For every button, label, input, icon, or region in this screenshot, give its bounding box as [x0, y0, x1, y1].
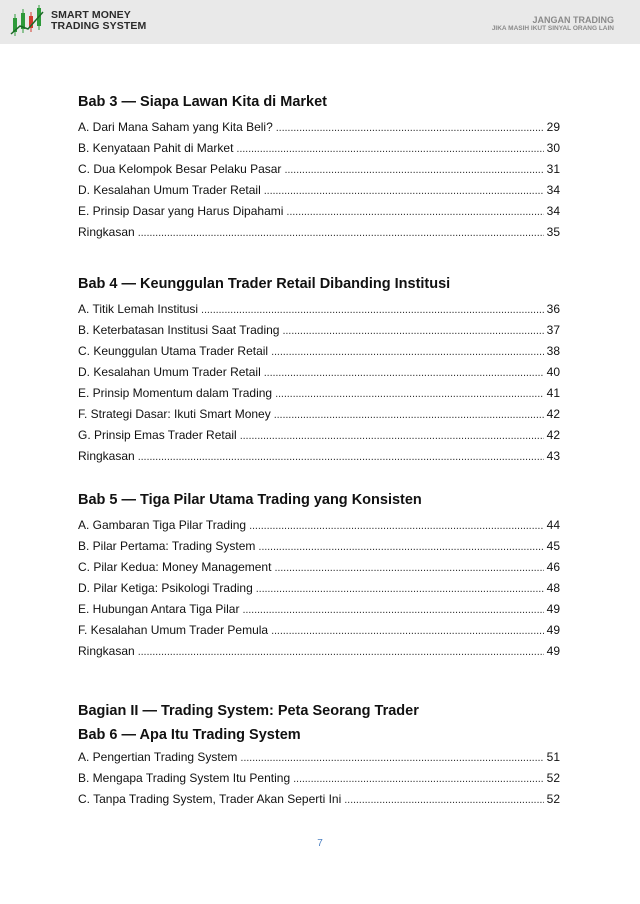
header-tagline	[492, 15, 614, 33]
toc-entry	[78, 620, 560, 641]
tagline-line-1: JANGAN TRADING	[532, 15, 614, 25]
toc-entry-label: C. Dua Kelompok Besar Pelaku Pasar	[78, 162, 282, 176]
toc-entry-page: 37	[546, 323, 560, 337]
toc-entry	[78, 180, 560, 201]
chapter-entries	[78, 747, 560, 810]
chapter-title: Bab 5 — Tiga Pilar Utama Trading yang Konsisten	[78, 492, 422, 508]
toc-entry-page: 35	[546, 225, 560, 239]
toc-entry	[78, 117, 560, 138]
candlestick-logo-icon	[8, 4, 48, 40]
dot-leader	[293, 769, 544, 790]
toc-entry-label: Ringkasan	[78, 644, 135, 658]
dot-leader	[264, 363, 544, 384]
page-header	[0, 0, 640, 44]
dot-leader	[274, 558, 543, 579]
dot-leader	[201, 300, 544, 321]
toc-entry	[78, 446, 560, 467]
toc-entry-label: E. Prinsip Dasar yang Harus Dipahami	[78, 204, 284, 218]
toc-entry-page: 42	[546, 407, 560, 421]
toc-entry	[78, 425, 560, 446]
toc-entry	[78, 299, 560, 320]
toc-entry-page: 48	[546, 581, 560, 595]
toc-entry-label: B. Pilar Pertama: Trading System	[78, 539, 256, 553]
dot-leader	[284, 160, 543, 181]
toc-entry	[78, 201, 560, 222]
part-title: Bagian II — Trading System: Peta Seorang Trader	[78, 703, 419, 719]
chapter-6	[78, 726, 560, 810]
dot-leader	[275, 384, 544, 405]
toc-entry	[78, 536, 560, 557]
dot-leader	[286, 202, 543, 223]
chapter-4	[78, 275, 560, 467]
toc-entry	[78, 404, 560, 425]
chapter-title: Bab 4 — Keunggulan Trader Retail Dibanding Institusi	[78, 276, 451, 292]
toc-entry-label: F. Strategi Dasar: Ikuti Smart Money	[78, 407, 271, 421]
toc-entry-label: C. Keunggulan Utama Trader Retail	[78, 344, 269, 358]
part-2	[78, 702, 560, 720]
toc-entry-page: 36	[546, 302, 560, 316]
toc-entry-page: 29	[546, 120, 560, 134]
dot-leader	[344, 790, 543, 811]
toc-entry-label: G. Prinsip Emas Trader Retail	[78, 428, 237, 442]
toc-entry	[78, 515, 560, 536]
toc-entry-page: 34	[546, 183, 560, 197]
toc-entry-label: A. Titik Lemah Institusi	[78, 302, 199, 316]
toc-entry-page: 40	[546, 365, 560, 379]
toc-entry-label: E. Prinsip Momentum dalam Trading	[78, 386, 273, 400]
chapter-entries	[78, 299, 560, 467]
toc-entry	[78, 641, 560, 662]
chapter-title: Bab 3 — Siapa Lawan Kita di Market	[78, 94, 327, 110]
dot-leader	[256, 579, 544, 600]
brand-line-1: SMART MONEY	[51, 9, 131, 21]
toc-entry	[78, 599, 560, 620]
toc-entry-label: Ringkasan	[78, 225, 135, 239]
toc-entry-page: 34	[546, 204, 560, 218]
toc-entry-label: C. Tanpa Trading System, Trader Akan Seperti Ini	[78, 792, 342, 806]
toc-entry	[78, 362, 560, 383]
toc-entry	[78, 578, 560, 599]
brand-line-2: TRADING SYSTEM	[51, 20, 147, 32]
toc-entry-label: E. Hubungan Antara Tiga Pilar	[78, 602, 240, 616]
toc-entry	[78, 789, 560, 810]
tagline-line-2: JIKA MASIH IKUT SINYAL ORANG LAIN	[491, 25, 614, 32]
dot-leader	[271, 621, 544, 642]
dot-leader	[240, 748, 543, 769]
toc-entry-page: 49	[546, 644, 560, 658]
toc-entry-label: C. Pilar Kedua: Money Management	[78, 560, 272, 574]
dot-leader	[274, 405, 544, 426]
toc-entry-label: B. Keterbatasan Institusi Saat Trading	[78, 323, 280, 337]
toc-entry-page: 45	[546, 539, 560, 553]
toc-entry-page: 52	[546, 771, 560, 785]
toc-entry-page: 51	[546, 750, 560, 764]
toc-entry-label: A. Dari Mana Saham yang Kita Beli?	[78, 120, 273, 134]
dot-leader	[240, 426, 544, 447]
toc-entry-page: 30	[546, 141, 560, 155]
brand-name	[51, 10, 146, 32]
toc-entry-page: 42	[546, 428, 560, 442]
toc-entry-label: D. Pilar Ketiga: Psikologi Trading	[78, 581, 253, 595]
toc-entry-page: 49	[546, 623, 560, 637]
toc-entry-page: 31	[546, 162, 560, 176]
dot-leader	[242, 600, 543, 621]
dot-leader	[276, 118, 544, 139]
toc-entry-label: D. Kesalahan Umum Trader Retail	[78, 365, 261, 379]
toc-entry-label: D. Kesalahan Umum Trader Retail	[78, 183, 261, 197]
toc-entry-label: F. Kesalahan Umum Trader Pemula	[78, 623, 269, 637]
toc-entry-page: 46	[546, 560, 560, 574]
toc-entry	[78, 747, 560, 768]
toc-entry-page: 41	[546, 386, 560, 400]
toc-entry-label: Ringkasan	[78, 449, 135, 463]
dot-leader	[249, 516, 544, 537]
dot-leader	[138, 223, 544, 244]
toc-entry-page: 43	[546, 449, 560, 463]
dot-leader	[138, 642, 544, 663]
toc-entry	[78, 159, 560, 180]
toc-entry	[78, 341, 560, 362]
toc-entry-label: A. Gambaran Tiga Pilar Trading	[78, 518, 247, 532]
dot-leader	[264, 181, 544, 202]
chapter-5	[78, 491, 560, 662]
toc-entry	[78, 768, 560, 789]
toc-entry-label: A. Pengertian Trading System	[78, 750, 238, 764]
toc-entry	[78, 138, 560, 159]
toc-entry-label: B. Kenyataan Pahit di Market	[78, 141, 234, 155]
toc-entry-label: B. Mengapa Trading System Itu Penting	[78, 771, 291, 785]
toc-entry-page: 49	[546, 602, 560, 616]
chapter-entries	[78, 117, 560, 243]
toc-entry	[78, 320, 560, 341]
toc-entry-page: 44	[546, 518, 560, 532]
dot-leader	[236, 139, 543, 160]
toc-entry-page: 38	[546, 344, 560, 358]
chapter-3	[78, 93, 560, 243]
dot-leader	[258, 537, 543, 558]
chapter-title: Bab 6 — Apa Itu Trading System	[78, 727, 301, 743]
dot-leader	[271, 342, 544, 363]
page-number: 7	[317, 838, 323, 849]
dot-leader	[282, 321, 543, 342]
toc-entry-page: 52	[546, 792, 560, 806]
toc-entry	[78, 383, 560, 404]
dot-leader	[138, 447, 544, 468]
toc-entry	[78, 222, 560, 243]
toc-entry	[78, 557, 560, 578]
chapter-entries	[78, 515, 560, 662]
